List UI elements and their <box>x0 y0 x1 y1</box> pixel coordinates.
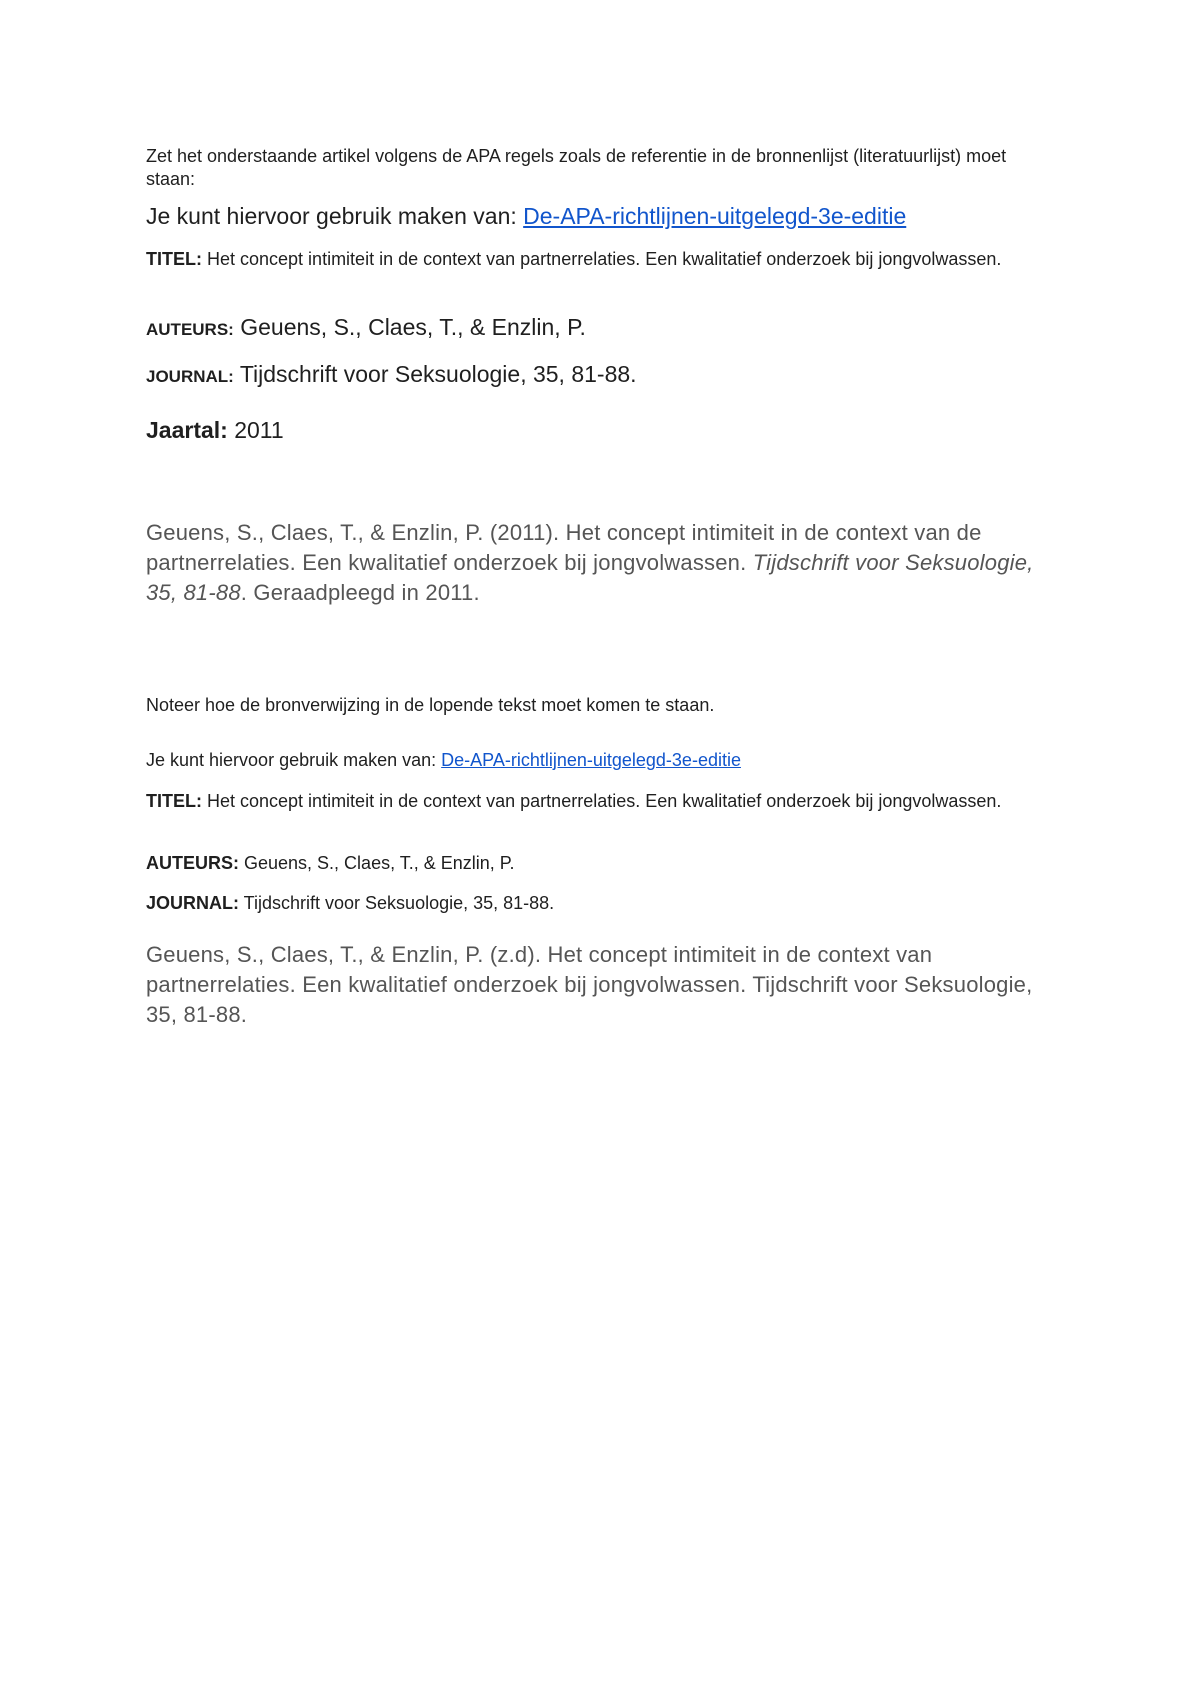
auteurs-label-2: AUTEURS: <box>146 853 239 873</box>
auteurs-line-2 <box>146 852 1046 875</box>
titel-value: Het concept intimiteit in de context van partnerrelaties. Een kwalitatief onderzoek bij jongvolwassen. <box>202 249 1002 269</box>
apa-guide-link-2[interactable]: De-APA-richtlijnen-uitgelegd-3e-editie <box>441 750 741 770</box>
resource-prefix-2: Je kunt hiervoor gebruik maken van: <box>146 750 442 770</box>
journal-line-2 <box>146 892 1046 915</box>
auteurs-line-1 <box>146 313 1046 344</box>
intro-sentence: Zet het onderstaande artikel volgens de APA regels zoals de referentie in de bronnenlijst (literatuurlijst) moet staan: <box>146 146 1007 189</box>
reference-answer-1-main: Geuens, S., Claes, T., & Enzlin, P. (2011). Het concept intimiteit in de context van de partnerrelaties. Een kwalitatief onderzoek bij jongvolwassen. <box>146 520 982 575</box>
instruction-sentence: Noteer hoe de bronverwijzing in de lopende tekst moet komen te staan. <box>146 695 715 715</box>
titel-label-2: TITEL: <box>146 791 202 811</box>
jaartal-value: 2011 <box>227 417 284 443</box>
journal-value-2: Tijdschrift voor Seksuologie, 35, 81-88. <box>239 893 555 913</box>
jaartal-label: Jaartal: <box>146 417 228 443</box>
reference-answer-2-text: Geuens, S., Claes, T., & Enzlin, P. (z.d). Het concept intimiteit in de context van partnerrelaties. Een kwalitatief onderzoek bij jongvolwassen. Tijdschrift voor Seksuologie, 35, 81-88. <box>146 942 1033 1027</box>
instruction-text <box>146 694 1046 717</box>
journal-label: JOURNAL: <box>146 367 234 386</box>
resource-prefix: Je kunt hiervoor gebruik maken van: <box>146 203 524 229</box>
journal-line-1 <box>146 360 1046 391</box>
resource-line-1 <box>146 202 1046 231</box>
journal-value: Tijdschrift voor Seksuologie, 35, 81-88. <box>233 361 637 387</box>
auteurs-value: Geuens, S., Claes, T., & Enzlin, P. <box>233 314 586 340</box>
apa-guide-link[interactable]: De-APA-richtlijnen-uitgelegd-3e-editie <box>523 203 907 229</box>
intro-text <box>146 145 1046 191</box>
reference-answer-2 <box>146 940 1046 1030</box>
jaartal-line <box>146 416 1046 445</box>
titel-value-2: Het concept intimiteit in de context van partnerrelaties. Een kwalitatief onderzoek bij jongvolwassen. <box>202 791 1002 811</box>
journal-label-2: JOURNAL: <box>146 893 239 913</box>
resource-line-2 <box>146 749 1046 772</box>
reference-answer-1 <box>146 518 1046 608</box>
titel-label: TITEL: <box>146 249 202 269</box>
reference-answer-1-journal: Tijdschrift voor Seksuologie, 35, 81-88 <box>146 550 1034 605</box>
auteurs-label: AUTEURS: <box>146 320 234 339</box>
reference-answer-1-end: . Geraadpleegd in 2011. <box>240 580 480 605</box>
titel-line-1 <box>146 248 1046 271</box>
auteurs-value-2: Geuens, S., Claes, T., & Enzlin, P. <box>239 853 515 873</box>
titel-line-2 <box>146 790 1046 813</box>
